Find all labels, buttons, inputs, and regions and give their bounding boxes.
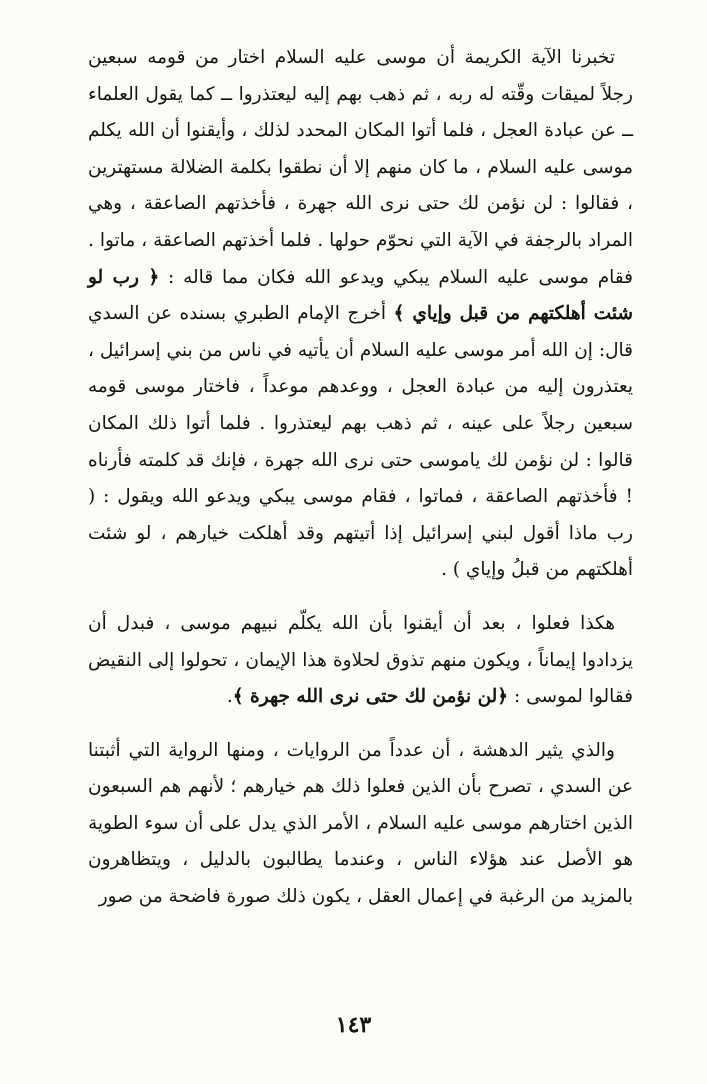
- paragraph-3-text: والذي يثير الدهشة ، أن عدداً من الروايات ، ومنها الرواية التي أثبتنا عن السدي ، تصرح بأن الذين فعلوا ذلك هم خيارهم ؛ لأنهم هم السبعون الذين اختارهم موسى عليه السلام ، الأمر الذي يدل على أن سوء الطوية هو الأصل عند هؤلاء الناس ، وعندما يطالبون بالدليل ، ويتظاهرون بالمزيد من الرغبة في إعمال العقل ، يكون ذلك صورة فاضحة من صور: [88, 739, 633, 908]
- paragraph-2-text-a: هكذا فعلوا ، بعد أن أيقنوا بأن الله يكلّم نبيهم موسى ، فبدل أن يزدادوا إيماناً ، ويكون منهم تذوق لحلاوة هذا الإيمان ، تحولوا إلى النقيض فقالوا لموسى :: [88, 612, 633, 708]
- paragraph-1: [88, 40, 633, 589]
- paragraph-3: [88, 733, 633, 916]
- quran-verse-2: ﴿لن نؤمن لك حتى نرى الله جهرة ﴾: [232, 686, 509, 708]
- page-body: [88, 40, 633, 916]
- page-number: ١٤٣: [335, 1012, 372, 1038]
- paragraph-1-text-b: أخرج الإمام الطبري بسنده عن السدي قال: إن الله أمر موسى عليه السلام أن يأتيه في ناس من بني إسرائيل ، يعتذرون إليه من عبادة العجل ، ووعدهم موعداً ، فاختار موسى قومه سبعين رجلاً على عينه ، ثم ذهب بهم ليعتذروا . فلما أتوا ذلك المكان قالوا : لن نؤمن لك ياموسى حتى نرى الله جهرة ، فإنك قد كلمته فأرناه ! فأخذتهم الصاعقة ، فماتوا ، فقام موسى يبكي ويدعو الله ويقول : ( رب ماذا أقول لبني إسرائيل إذا أتيتهم وقد أهلكت خيارهم ، لو شئت أهلكتهم من قبلُ وإياي ) .: [88, 303, 633, 581]
- paragraph-2: [88, 606, 633, 716]
- paragraph-2-text-b: .: [226, 686, 233, 708]
- paragraph-1-text-a: تخبرنا الآية الكريمة أن موسى عليه السلام اختار من قومه سبعين رجلاً لميقات وقّته له ربه ، ثم ذهب بهم إليه ليعتذروا ــ كما يقول العلماء ــ عن عبادة العجل ، فلما أتوا المكان المحدد لذلك ، وأيقنوا أن الله يكلم موسى عليه السلام ، ما كان منهم إلا أن نطقوا بكلمة الضلالة مستهترين ، فقالوا : لن نؤمن لك حتى نرى الله جهرة ، فأخذتهم الصاعقة ، وهي المراد بالرجفة في الآية التي نحوّم حولها . فلما أخذتهم الصاعقة ، ماتوا . فقام موسى عليه السلام يبكي ويدعو الله فكان مما قاله :: [88, 47, 633, 288]
- quran-verse-1: ﴿ رب لو شئت أهلكتهم من قبل وإياي ﴾: [88, 266, 633, 325]
